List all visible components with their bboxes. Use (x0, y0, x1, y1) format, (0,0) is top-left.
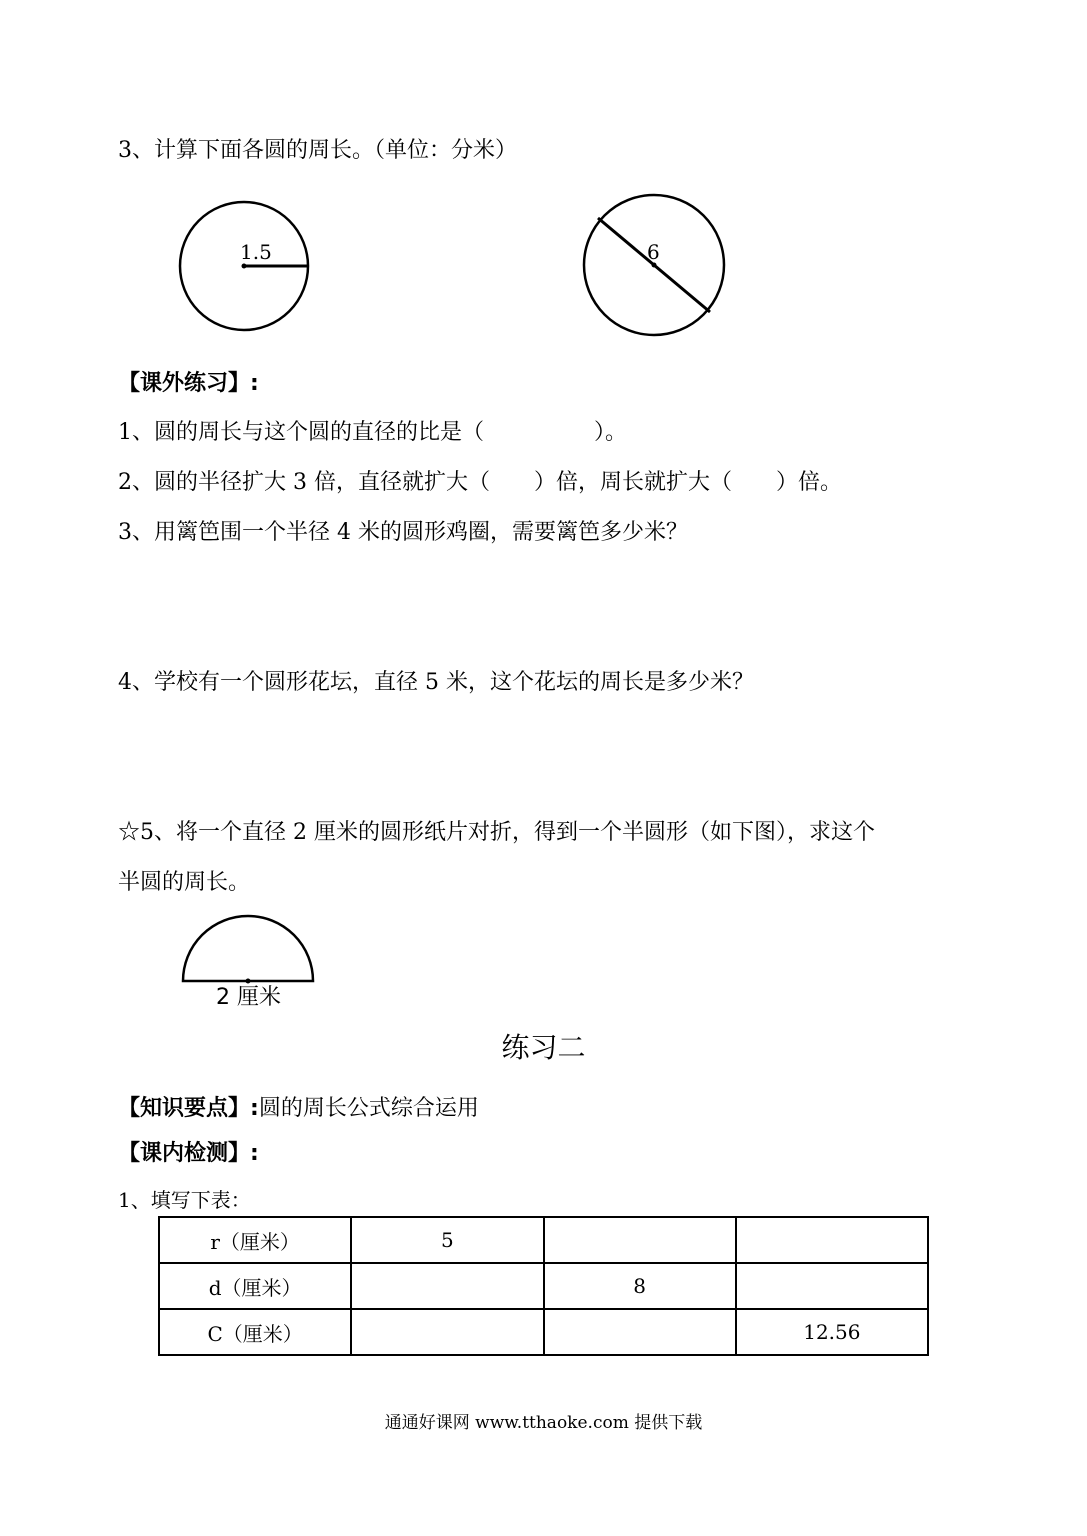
table-cell (736, 1263, 928, 1309)
circle-radius-figure (178, 200, 312, 334)
page-footer: 通通好课网 www.tthaoke.com 提供下载 (384, 1413, 703, 1433)
diameter-label: 6 (647, 240, 660, 264)
extra-question-1: 1、圆的周长与这个圆的直径的比是（ ）。 (118, 420, 627, 445)
table-row (159, 1309, 928, 1355)
table-cell: C（厘米） (159, 1309, 351, 1355)
table-cell (736, 1217, 928, 1263)
table-cell: 12.56 (736, 1309, 928, 1355)
semicircle-figure (181, 915, 315, 985)
table-cell: 5 (351, 1217, 543, 1263)
extra-question-3: 3、用篱笆围一个半径 4 米的圆形鸡圈，需要篱笆多少米？ (118, 520, 688, 545)
table-cell (351, 1263, 543, 1309)
table-cell: d（厘米） (159, 1263, 351, 1309)
table-cell (544, 1309, 736, 1355)
extra-question-5-line-2: 半圆的周长。 (118, 870, 251, 895)
knowledge-label: 【知识要点】: (118, 1096, 259, 1121)
semicircle-diameter-label: 2 厘米 (216, 985, 281, 1010)
table-cell (544, 1217, 736, 1263)
radius-label: 1.5 (240, 240, 272, 264)
knowledge-text: 圆的周长公式综合运用 (258, 1096, 479, 1121)
question-3-heading: 3、计算下面各圆的周长。（单位：分米） (118, 138, 517, 163)
table-row (159, 1263, 928, 1309)
table-row (159, 1217, 928, 1263)
practice-title: 练习二 (501, 1031, 586, 1064)
inclass-heading: 【课内检测】: (118, 1141, 259, 1166)
table-cell: r（厘米） (159, 1217, 351, 1263)
table-cell (351, 1309, 543, 1355)
table-intro: 1、填写下表： (118, 1188, 251, 1212)
extra-section-heading: 【课外练习】: (118, 371, 259, 396)
extra-question-4: 4、学校有一个圆形花坛，直径 5 米，这个花坛的周长是多少米？ (118, 670, 754, 695)
knowledge-points (118, 1095, 479, 1123)
extra-question-5-line-1: ☆5、将一个直径 2 厘米的圆形纸片对折，得到一个半圆形（如下图），求这个 (118, 820, 875, 845)
fill-in-table (158, 1216, 929, 1356)
table-cell: 8 (544, 1263, 736, 1309)
extra-question-2: 2、圆的半径扩大 3 倍，直径就扩大（ ）倍，周长就扩大（ ）倍。 (118, 470, 842, 495)
